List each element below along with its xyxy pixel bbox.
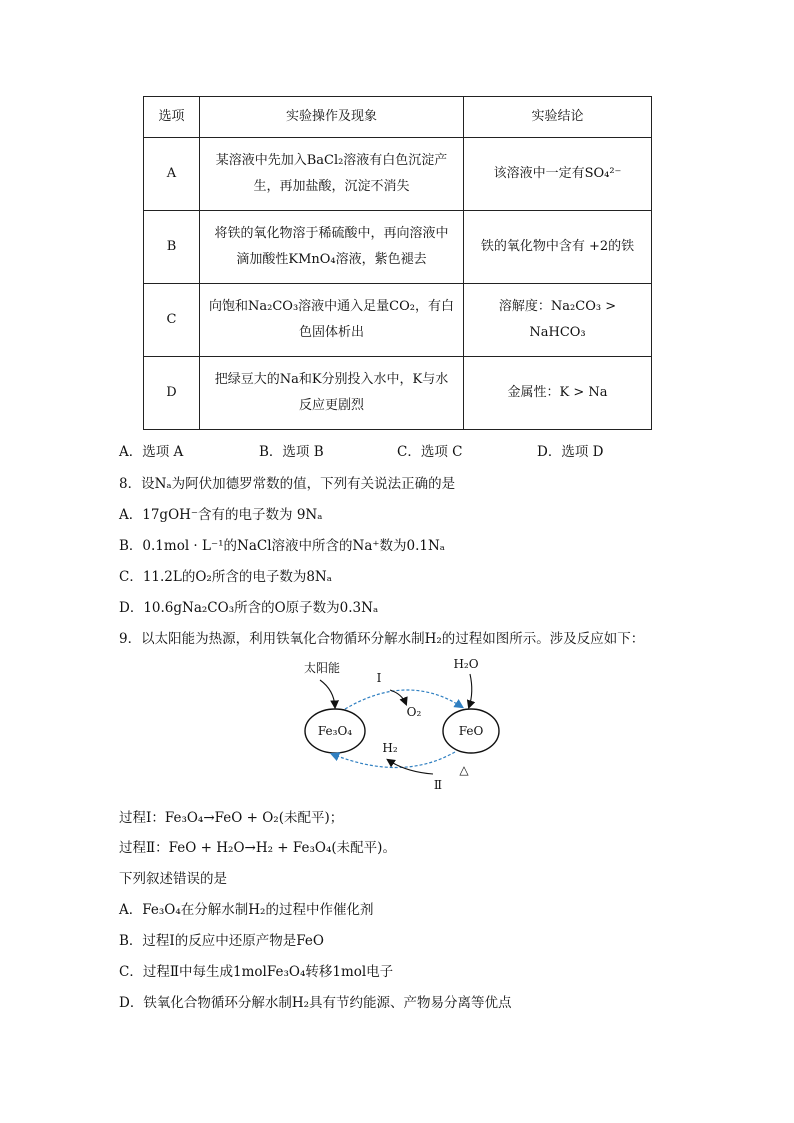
q9-process-2: 过程Ⅱ：FeO + H₂O→H₂ + Fe₃O₄(未配平)。 [119, 840, 396, 856]
operation-line: 滴加酸性KMnO₄溶液，紫色褪去 [236, 252, 427, 267]
q8-option-a[interactable]: A．17gOH⁻含有的电子数为 9Nₐ [119, 507, 323, 523]
water-label: H₂O [453, 657, 479, 671]
q7-option-d[interactable]: D．选项 D [537, 444, 604, 460]
row-option: B [144, 211, 200, 284]
row-option: A [144, 138, 200, 211]
q9-option-a[interactable]: A．Fe₃O₄在分解水制H₂的过程中作催化剂 [119, 902, 374, 918]
q8-option-c[interactable]: C．11.2L的O₂所含的电子数为8Nₐ [119, 569, 332, 585]
table-row [144, 284, 652, 357]
row-conclusion: 该溶液中一定有SO₄²⁻ [464, 138, 652, 211]
water-arrow [469, 674, 472, 707]
q9-option-d[interactable]: D．铁氧化合物循环分解水制H₂具有节约能源、产物易分离等优点 [119, 995, 512, 1011]
row-operation [200, 284, 464, 357]
o2-arrow [390, 690, 406, 704]
operation-line: 某溶液中先加入BaCl₂溶液有白色沉淀产 [215, 153, 448, 168]
iron-oxide-cycle-diagram [290, 652, 520, 802]
operation-line: 生，再加盐酸，沉淀不消失 [253, 179, 410, 194]
header-conclusion: 实验结论 [464, 97, 652, 138]
sun-label: 太阳能 [303, 661, 341, 675]
q9-prompt: 下列叙述错误的是 [119, 871, 227, 887]
row-operation [200, 211, 464, 284]
q8-option-d[interactable]: D．10.6gNa₂CO₃所含的O原子数为0.3Nₐ [119, 600, 379, 616]
operation-line: 色固体析出 [298, 325, 364, 340]
row-operation [200, 138, 464, 211]
operation-line: 把绿豆大的Na和K分别投入水中，K与水 [214, 372, 449, 387]
heat-label: △ [459, 763, 469, 777]
table-row [144, 357, 652, 430]
q7-option-a[interactable]: A．选项 A [119, 444, 184, 460]
feo-label: FeO [458, 724, 484, 738]
operation-line: 向饱和Na₂CO₃溶液中通入足量CO₂，有白 [209, 299, 454, 314]
sun-arrow [320, 680, 335, 707]
q9-process-1: 过程Ⅰ：Fe₃O₄→FeO + O₂(未配平)； [119, 810, 344, 826]
row-conclusion: 铁的氧化物中含有 +2的铁 [464, 211, 652, 284]
operation-line: 将铁的氧化物溶于稀硫酸中，再向溶液中 [214, 226, 449, 241]
experiment-table [143, 96, 652, 430]
fe3o4-label: Fe₃O₄ [317, 724, 353, 738]
row-operation [200, 357, 464, 430]
q9-stem: 9．以太阳能为热源，利用铁氧化合物循环分解水制H₂的过程如图所示。涉及反应如下： [119, 631, 645, 647]
step1-label: I [376, 671, 382, 685]
table-row [144, 138, 652, 211]
row-conclusion: 溶解度：Na₂CO₃ > NaHCO₃ [464, 284, 652, 357]
o2-label: O₂ [406, 705, 422, 719]
step2-label: Ⅱ [433, 778, 443, 792]
q9-option-c[interactable]: C．过程Ⅱ中每生成1molFe₃O₄转移1mol电子 [119, 964, 394, 980]
q8-stem: 8．设Nₐ为阿伏加德罗常数的值，下列有关说法正确的是 [119, 476, 456, 492]
table-row [144, 211, 652, 284]
header-option: 选项 [144, 97, 200, 138]
row-option: C [144, 284, 200, 357]
row-conclusion: 金属性：K > Na [464, 357, 652, 430]
operation-line: 反应更剧烈 [298, 398, 364, 413]
q8-option-b[interactable]: B．0.1mol · L⁻¹的NaCl溶液中所含的Na⁺数为0.1Nₐ [119, 538, 445, 554]
row-option: D [144, 357, 200, 430]
header-operation: 实验操作及现象 [200, 97, 464, 138]
h2-label: H₂ [382, 741, 398, 755]
cycle-svg [290, 652, 520, 802]
table-header-row [144, 97, 652, 138]
q7-option-c[interactable]: C．选项 C [397, 444, 463, 460]
q9-option-b[interactable]: B．过程Ⅰ的反应中还原产物是FeO [119, 933, 324, 949]
q7-option-b[interactable]: B．选项 B [259, 444, 324, 460]
